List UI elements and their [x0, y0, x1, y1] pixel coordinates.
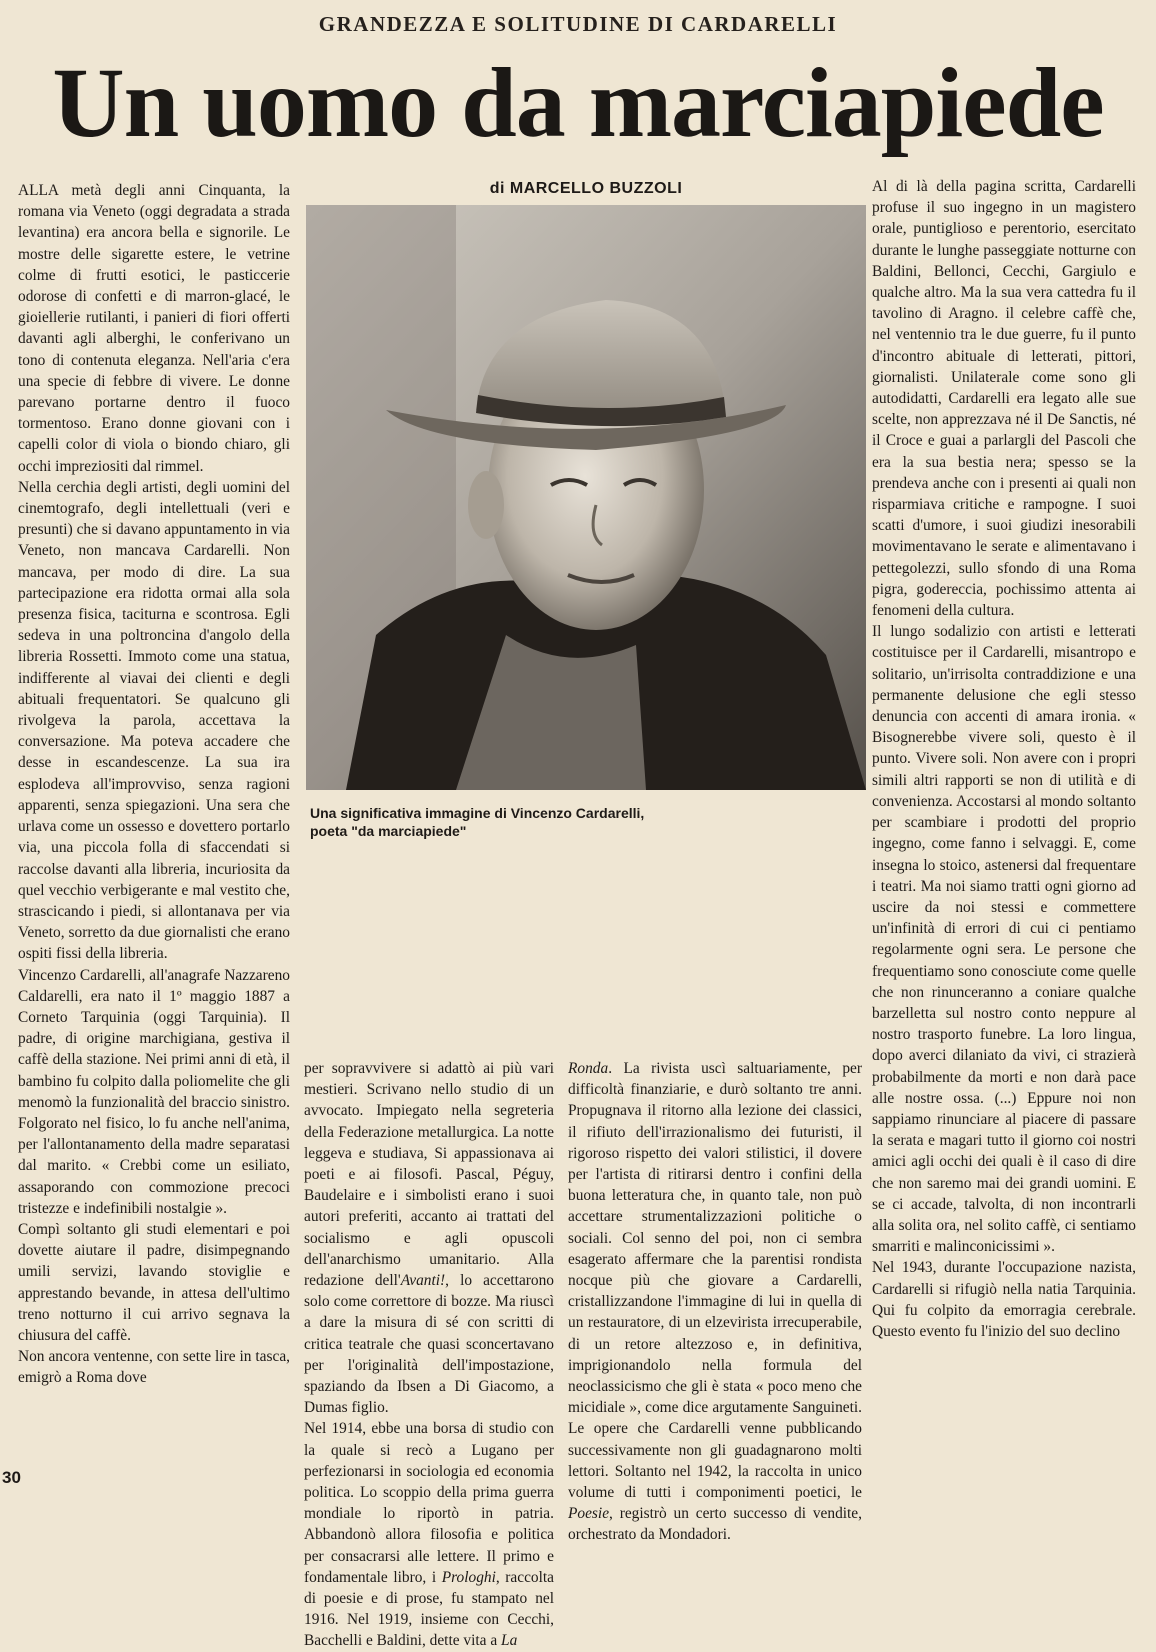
- paragraph: [304, 1058, 554, 1418]
- photo-caption: [310, 804, 760, 840]
- paragraph: Nella cerchia degli artisti, degli uomini del cinemtografo, degli intellettuali (veri e presunti) che si davano appuntamento in via Veneto, non mancava Cardarelli. Non mancava, per modo di dire. La sua partecipazione era ridotta ormai alla sola presenza fisica, taciturna e scontrosa. Egli sedeva in una poltroncina d'angolo della libreria Rossetti. Immoto come una statua, indifferente al viavai dei clienti e degli abituali frequentatori. Se qualcuno gli rivolgeva la parola, accettava la conversazione. Ma poteva accadere che desse in escandescenze. La sua ira esplodeva all'improvviso, senza ragioni apparenti, senza spiegazioni. Una sera che urlava come un ossesso e dovettero portarlo via, una piccola folla di sfaccendati si raccolse davanti alla libreria, incuriosita da quel vecchio verbigerante e mal vestito che, strascicando i piedi, si allontanava per via Veneto, sorretto da due giornalisti che erano ospiti fissi della libreria.: [18, 478, 290, 963]
- caption-line: Una significativa immagine di Vincenzo Cardarelli,: [310, 805, 645, 821]
- paragraph: Vincenzo Cardarelli, all'anagrafe Nazzareno Caldarelli, era nato il 1º maggio 1887 a Corneto Tarquinia (oggi Tarquinia). Il padre, di origine marchigiana, gestiva il caffè della stazione. Nei primi anni di età, il bambino fu colpito dalla poliomelite che gli menomò la funzionalità del braccio sinistro. Folgorato nel fisico, lo fu anche nell'anima, per l'allontanamento della madre separatasi dal marito. « Crebbi come un esiliato, assaporando con commozione precoci tristezze e indefinibili nostalgie ».: [18, 966, 290, 1217]
- text-run: , raccolta di poesie e di prose, fu stampato nel 1916. Nel 1919, insieme con Cecchi, Bacchelli e Baldini, dette vita a: [304, 1568, 554, 1650]
- caption-line: poeta "da marciapiede": [310, 823, 467, 839]
- text-run: per sopravvivere si adattò ai più vari mestieri. Scrivano nello studio di un avvocato. Impiegato nella segreteria della Federazione metallurgica. La notte leggeva e studiava, Si appassionava ai poeti e ai filosofi. Pascal, Péguy, Baudelaire e i simbolisti erano i suoi autori preferiti, accanto ai trattati del socialismo e agli opuscoli dell'anarchismo umanitario. Alla redazione dell': [304, 1060, 554, 1290]
- headline: Un uomo da marciapiede: [52, 47, 1104, 158]
- portrait-illustration: [306, 205, 866, 790]
- book-title: Poesie: [568, 1505, 610, 1523]
- page-number: 30: [2, 1468, 21, 1487]
- paragraph: ALLA metà degli anni Cinquanta, la romana via Veneto (oggi degradata a strada levantina) era ancora bella e signorile. Le mostre delle sigarette estere, le vetrine colme di frutti esotici, le pasticcerie odorose di confetti e di marron-glacé, le gioiellerie rutilanti, i panieri di fiori offerti davanti agli alberghi, le conferivano un tono di contenuta eleganza. Nell'aria c'era una specie di febbre di vivere. Le donne parevano portarne dentro il fuoco tormentoso. Erano donne giovani con i capelli color di viola o biondo chiaro, gli occhi impreziositi dal rimmel.: [18, 182, 290, 475]
- newspaper-title: Avanti!: [400, 1272, 446, 1290]
- article-column-4: [872, 176, 1136, 1476]
- text-run: , lo accettarono solo come correttore di bozze. Ma riuscì a dare la misura di sé con scritti di critica teatrale che quasi sconcertavano per l'originalità dell'impostazione, spaziando da Ibsen a Di Giacomo, a Dumas figlio.: [304, 1272, 555, 1417]
- paragraph: Compì soltanto gli studi elementari e poi dovette aiutare il padre, disimpegnando umili servizi, lavando stoviglie e apprestando bevande, in attesa dell'ultimo treno notturno il cui arrivo segnava la chiusura del caffè.: [18, 1220, 290, 1344]
- paragraph: Il lungo sodalizio con artisti e letterati costituisce per il Cardarelli, misantropo e solitario, un'irrisolta contraddizione e una permanente delusione che egli stesso denuncia con accenti di amara ironia. « Bisognerebbe vivere soli, questo è il punto. Vivere soli. Non avere con i propri simili altri rapporti se non di utilità e di convenienza. Accostarsi al mondo soltanto per scambiare i prodotti del proprio ingegno, come fanno i selvaggi. E, come insegna lo stoico, astenersi dal frequentare i teatri. Ma noi siamo tratti ogni giorno ad uscire da noi stessi e commettere un'infinità di errori di cui ci pentiamo regolarmente ogni sera. Le persone che frequentiamo sono conosciute come quelle che non rinunceranno a coniare qualche barzelletta sul nostro conto neppure al nostro trasporto funebre. La loro lingua, dopo averci dilaniato da vivi, ci strazierà probabilmente da morti e non darà pace alle nostre ossa. (...) Eppure noi non sappiamo rinunciare al piacere di passare la serata e magari tutto il giorno coi nostri amici agli occhi dei quali è il caso di dire che non saremo mai dei grandi uomini. E se ci accade, talvolta, di non incontrarli alla solita ora, nel solito caffè, ci sentiamo smarriti e malinconicissimi ».: [872, 623, 1136, 1256]
- article-column-1: [18, 180, 290, 1470]
- article-column-3: [568, 1058, 862, 1544]
- paragraph: [304, 1418, 554, 1651]
- text-run: Nel 1914, ebbe una borsa di studio con la quale si recò a Lugano per perfezionarsi in sociologia ed economia politica. Lo scoppio della prima guerra mondiale lo riportò in patria. Abbandonò allora filosofia e politica per consacrarsi alle lettere. Il primo e fondamentale libro, i: [304, 1420, 554, 1586]
- book-title: Prologhi: [441, 1568, 496, 1586]
- portrait-photo: [306, 205, 866, 790]
- magazine-title: Ronda: [568, 1060, 609, 1077]
- text-run: . La rivista uscì saltuariamente, per difficoltà finanziarie, e durò soltanto tre anni. Propugnava il ritorno alla lezione dei classici, il rifiuto dell'irrazionalismo dei futuristi, il rigoroso rispetto dei valori stilistici, il dovere per l'artista di ritirarsi dentro i confini della buona letteratura che, in quanto tale, non può accettare strumentalizzazioni politiche o sociali. Col senno del poi, non ci sembra esagerato affermare che la parentisi rondista nocque più che giovare a Cardarelli, cristallizzandone l'immagine di lui in quella di un restauratore, di un elzevirista irrecuperabile, di un retore altezzoso e, in definitiva, imprigionandolo nella formula del neoclassicismo che gli è stata « poco meno che micidiale », come dice argutamente Sanguineti. Le opere che Cardarelli venne pubblicando successivamente non gli guadagnarono molti lettori. Soltanto nel 1942, la raccolta in unico volume di tutti i componimenti poetici, le: [568, 1060, 862, 1502]
- paragraph: Non ancora ventenne, con sette lire in tasca, emigrò a Roma dove: [18, 1348, 290, 1387]
- magazine-title: La: [501, 1632, 518, 1650]
- kicker: GRANDEZZA E SOLITUDINE DI CARDARELLI: [318, 12, 838, 36]
- paragraph: Nel 1943, durante l'occupazione nazista, Cardarelli si rifugiò nella natia Tarquinia. Qui fu colpito da emorragia cerebrale. Questo evento fu l'inizio del suo declino: [872, 1259, 1136, 1340]
- article-column-2: [304, 1058, 555, 1650]
- text-run: , registrò un certo successo di vendite, orchestrato da Mondadori.: [568, 1505, 862, 1544]
- byline: di MARCELLO BUZZOLI: [489, 180, 683, 197]
- paragraph: [568, 1058, 862, 1546]
- paragraph: Al di là della pagina scritta, Cardarelli profuse il suo ingegno in un magistero orale, puntiglioso e perentorio, esercitato durante le lunghe passeggiate notturne con Baldini, Bellonci, Cecchi, Gargiulo e qualche altro. Ma la sua vera cattedra fu il tavolino di Aragno. il celebre caffè che, nel ventennio tra le due guerre, fu il punto d'incontro abituale di letterati, pittori, giornalisti. Unilaterale come sono gli autodidatti, Cardarelli era legato alle sue scelte, non apprezzava né il De Sanctis, né il Croce e guai a parlargli del Pascoli che era la sua bestia nera; spesso se la prendeva anche con i presenti ai quali non risparmiava critiche e rampogne. I suoi scatti d'umore, i suoi giudizi inesorabili movimentavano le serate e alimentavano i pettegolezzi, sullo sfondo di una Roma pigra, godereccia, pochissimo attenta ai fenomeni della cultura.: [872, 178, 1136, 620]
